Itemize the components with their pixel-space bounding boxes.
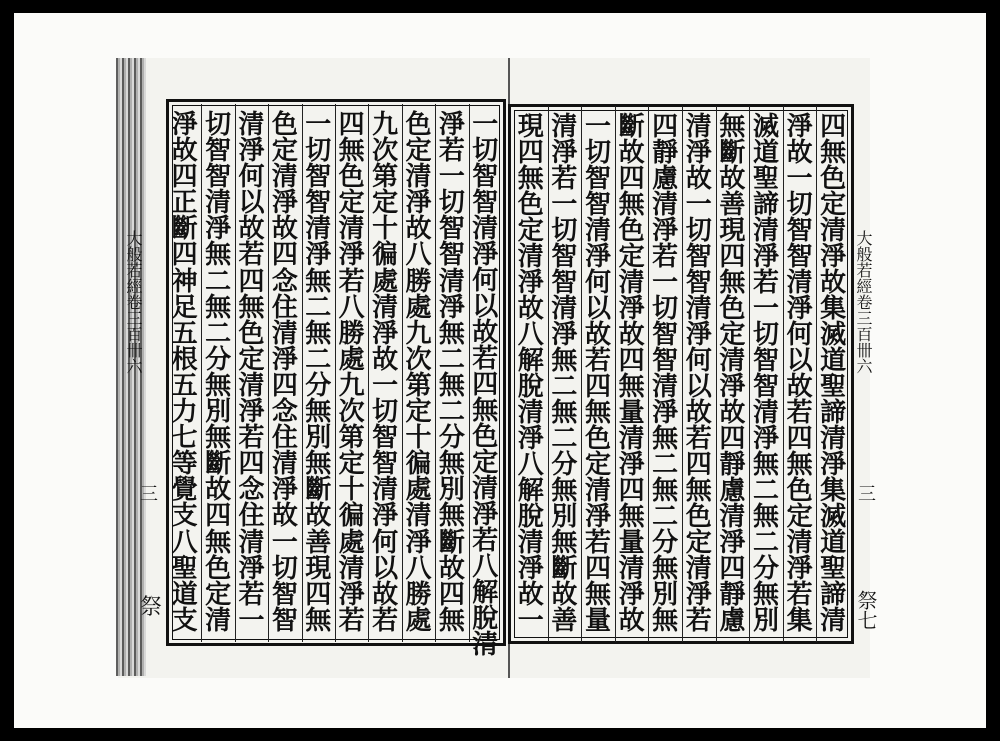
left-margin-title (122, 230, 145, 400)
right-column-rule (581, 106, 582, 642)
left-text-column: 九 次 第 定 十 徧 處 清 淨 故 一 切 智 智 清 淨 何 以 故 若 (372, 110, 399, 636)
right-column-rule (749, 106, 750, 642)
left-text-column: 四 無 色 定 清 淨 若 八 勝 處 九 次 第 定 十 徧 處 清 淨 若 (338, 110, 365, 636)
left-column-rule (469, 104, 470, 642)
left-text-column: 淨 故 四 正 斷 四 神 足 五 根 五 力 七 等 覺 支 八 聖 道 支 (171, 110, 198, 636)
left-column-rule (201, 104, 202, 642)
left-margin-bottom-text: 祭 (140, 595, 163, 620)
right-margin-title-text: 大般若經卷三百卌六 (854, 230, 873, 374)
left-margin-title-text: 大般若經卷三百卌六 (124, 230, 143, 374)
right-column-rule (816, 106, 817, 642)
right-margin-page-number (858, 480, 876, 506)
right-column-rule (682, 106, 683, 642)
right-column-rule (716, 106, 717, 642)
left-column-rule (335, 104, 336, 642)
right-column-rule (648, 106, 649, 642)
left-column-rule (268, 104, 269, 642)
left-text-column: 清 淨 何 以 故 若 四 無 色 定 清 淨 若 四 念 住 清 淨 若 一 (238, 110, 265, 636)
left-text-column: 色 定 清 淨 故 四 念 住 清 淨 四 念 住 清 淨 故 一 切 智 智 (271, 110, 298, 636)
left-text-column: 淨 若 一 切 智 智 清 淨 無 二 無 二 分 無 別 無 斷 故 四 無 (438, 110, 465, 636)
right-text-column: 淨 故 一 切 智 智 清 淨 何 以 故 若 四 無 色 定 清 淨 若 集 (786, 112, 813, 636)
right-text-column: 清 淨 故 一 切 智 智 清 淨 何 以 故 若 四 無 色 定 清 淨 若 (685, 112, 712, 636)
right-margin-title (852, 230, 875, 400)
left-page-number: 三 (140, 484, 158, 505)
right-column-rule (548, 106, 549, 642)
right-text-column: 現 四 無 色 定 清 淨 故 八 解 脫 清 淨 八 解 脫 清 淨 故 一 (517, 112, 544, 636)
left-margin-bottom (140, 590, 162, 621)
right-text-column: 四 無 色 定 清 淨 故 集 滅 道 聖 諦 清 淨 集 滅 道 聖 諦 清 (820, 112, 847, 636)
left-text-column: 一 切 智 智 清 淨 無 二 無 二 分 無 別 無 斷 故 善 現 四 無 (305, 110, 332, 636)
left-margin-page-number (140, 480, 158, 506)
left-text-column: 切 智 智 清 淨 無 二 無 二 分 無 別 無 斷 故 四 無 色 定 清 (205, 110, 232, 636)
right-margin-bottom-text: 祭七 (854, 590, 878, 630)
left-column-rule (368, 104, 369, 642)
right-text-column: 四 靜 慮 清 淨 若 一 切 智 智 清 淨 無 二 無 二 分 無 別 無 (652, 112, 679, 636)
left-text-column: 一 切 智 智 清 淨 何 以 故 若 四 無 色 定 清 淨 若 八 解 脫 清 (472, 110, 499, 660)
right-text-column: 無 斷 故 善 現 四 無 色 定 清 淨 故 四 靜 慮 清 淨 四 靜 慮 (719, 112, 746, 636)
right-column-rule (783, 106, 784, 642)
left-column-rule (435, 104, 436, 642)
right-text-column: 斷 故 四 無 色 定 清 淨 故 四 無 量 清 淨 四 無 量 清 淨 故 (618, 112, 645, 636)
right-text-column: 清 淨 若 一 切 智 智 清 淨 無 二 無 二 分 無 別 無 斷 故 善 (551, 112, 578, 636)
left-column-rule (235, 104, 236, 642)
right-text-column: 滅 道 聖 諦 清 淨 若 一 切 智 智 清 淨 無 二 無 二 分 無 別 (752, 112, 779, 636)
right-margin-bottom (852, 590, 881, 630)
right-text-column: 一 切 智 智 清 淨 何 以 故 若 四 無 色 定 清 淨 若 四 無 量 (584, 112, 611, 636)
right-page-number: 三 (858, 484, 876, 505)
left-column-rule (302, 104, 303, 642)
right-column-rule (615, 106, 616, 642)
left-text-column: 色 定 清 淨 故 八 勝 處 九 次 第 定 十 徧 處 清 淨 八 勝 處 (405, 110, 432, 636)
left-column-rule (402, 104, 403, 642)
